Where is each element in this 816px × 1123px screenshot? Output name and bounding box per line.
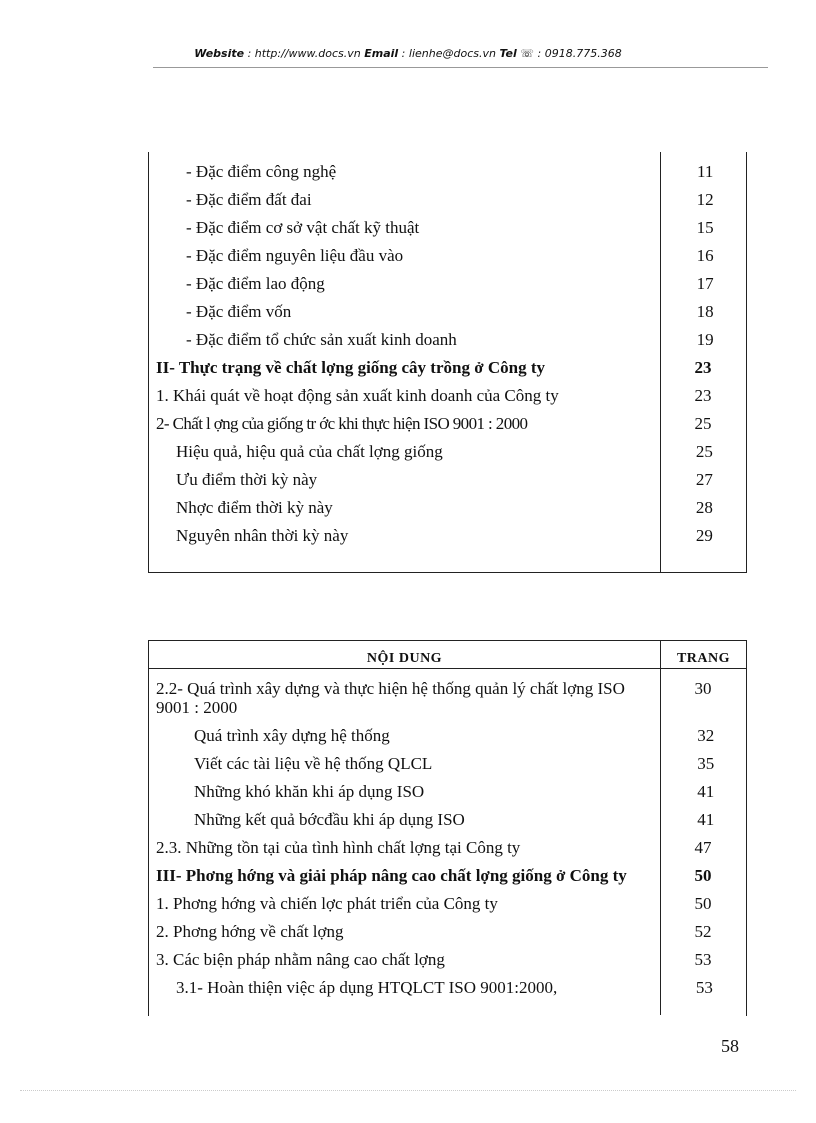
toc-row (149, 242, 745, 270)
toc-entry-page: 19 (696, 330, 714, 349)
toc-entry-page: 27 (695, 470, 713, 489)
toc-entry-text: Nhợc điểm thời kỳ này (176, 498, 333, 517)
toc-entry-text: III- Phơng hớng và giải pháp nâng cao chất lợng giống ở Công ty (156, 866, 627, 885)
column-header-page: TRANG (676, 651, 731, 666)
toc-row (149, 522, 745, 550)
toc-row (149, 354, 745, 382)
toc-row (149, 833, 745, 861)
toc-row (149, 214, 745, 242)
toc-row (149, 466, 745, 494)
toc-entry-text: Những khó khăn khi áp dụng ISO (194, 782, 425, 801)
toc-entry-page: 50 (694, 866, 712, 885)
toc-row (149, 861, 745, 889)
toc-entry-text: Viết các tài liệu về hệ thống QLCL (194, 754, 433, 773)
toc-entry-page: 16 (696, 246, 714, 265)
toc-row (149, 494, 745, 522)
toc-entry-page: 47 (694, 838, 712, 857)
toc-row (149, 410, 745, 438)
toc-row (149, 438, 745, 466)
toc-entry-page: 41 (697, 782, 715, 801)
footer-rule (20, 1090, 796, 1091)
toc-row (149, 382, 745, 410)
toc-row (149, 777, 745, 805)
toc-entry-page: 50 (694, 894, 712, 913)
toc-entry-text: II- Thực trạng về chất lợng giống cây trồng ở Công ty (156, 358, 546, 377)
toc-entry-page: 53 (695, 978, 713, 997)
toc-entry-text: 3.1- Hoàn thiện việc áp dụng HTQLCT ISO 9001:2000, (176, 978, 558, 997)
header-rule (153, 67, 768, 68)
page-number: 58 (721, 1036, 739, 1056)
toc-top-rows (149, 158, 745, 550)
toc-entry-page: 30 (694, 679, 712, 698)
toc-row (149, 889, 745, 917)
toc-entry-text: - Đặc điểm tổ chức sản xuất kinh doanh (186, 330, 457, 349)
toc-entry-text: 2.3. Những tồn tại của tình hình chất lợng tại Công ty (156, 838, 521, 857)
toc-entry-text: 1. Khái quát về hoạt động sản xuất kinh doanh của Công ty (156, 386, 559, 405)
toc-entry-page: 11 (696, 162, 714, 181)
toc-entry-page: 32 (697, 726, 715, 745)
toc-row (149, 158, 745, 186)
toc-row (149, 270, 745, 298)
email-label: Email (364, 47, 399, 60)
toc-row (149, 945, 745, 973)
toc-entry-page: 17 (696, 274, 714, 293)
website-value: : http://www.docs.vn (244, 47, 365, 60)
toc-entry-page: 25 (694, 414, 712, 433)
toc-entry-text: - Đặc điểm cơ sở vật chất kỹ thuật (186, 218, 420, 237)
toc-entry-page: 18 (696, 302, 714, 321)
column-header-content: NỘI DUNG (366, 651, 443, 666)
toc-entry-page: 29 (695, 526, 713, 545)
website-label: Website (194, 47, 245, 60)
toc-bottom-rows (149, 674, 745, 1001)
toc-entry-page: 53 (694, 950, 712, 969)
toc-entry-text: Ưu điểm thời kỳ này (176, 470, 318, 489)
toc-entry-text: Nguyên nhân thời kỳ này (176, 526, 349, 545)
toc-row (149, 674, 745, 721)
toc-entry-page: 35 (697, 754, 715, 773)
toc-entry-page: 23 (694, 358, 712, 377)
toc-entry-text: Quá trình xây dựng hệ thống (194, 726, 390, 745)
toc-entry-page: 12 (696, 190, 714, 209)
toc-entry-text: - Đặc điểm đất đai (186, 190, 312, 209)
toc-row (149, 805, 745, 833)
toc-entry-text: 3. Các biện pháp nhằm nâng cao chất lợng (156, 950, 445, 969)
toc-entry-page: 15 (696, 218, 714, 237)
toc-entry-text: Hiệu quả, hiệu quả của chất lợng giống (176, 442, 443, 461)
toc-entry-page: 28 (695, 498, 713, 517)
tel-label: Tel (499, 47, 517, 60)
toc-entry-text: - Đặc điểm nguyên liệu đầu vào (186, 246, 404, 265)
toc-entry-page: 52 (694, 922, 712, 941)
toc-entry-text: - Đặc điểm công nghệ (186, 162, 337, 181)
toc-row (149, 721, 745, 749)
toc-entry-text: 2.2- Quá trình xây dựng và thực hiện hệ thống quản lý chất lợng ISO 9001 : 2000 (156, 679, 625, 717)
email-value: : lienhe@docs.vn (398, 47, 500, 60)
toc-entry-text: 1. Phơng hớng và chiến lợc phát triển của Công ty (156, 894, 498, 913)
toc-row (149, 326, 745, 354)
toc-entry-text: 2- Chất l ợng của giống tr ớc khi thực hiện ISO 9001 : 2000 (156, 414, 528, 433)
toc-row (149, 186, 745, 214)
page-header (0, 47, 816, 60)
toc-row (149, 973, 745, 1001)
toc-entry-text: - Đặc điểm vốn (186, 302, 292, 321)
header-row-rule (148, 668, 746, 669)
toc-entry-text: 2. Phơng hớng về chất lợng (156, 922, 344, 941)
toc-entry-page: 41 (697, 810, 715, 829)
toc-row (149, 917, 745, 945)
toc-entry-text: - Đặc điểm lao động (186, 274, 325, 293)
toc-entry-text: Những kết quả bớcđầu khi áp dụng ISO (194, 810, 465, 829)
toc-row (149, 298, 745, 326)
toc-entry-page: 23 (694, 386, 712, 405)
phone-icon: ☏ (520, 47, 535, 60)
tel-value: : 0918.775.368 (534, 47, 622, 60)
toc-row (149, 749, 745, 777)
toc-entry-page: 25 (695, 442, 713, 461)
